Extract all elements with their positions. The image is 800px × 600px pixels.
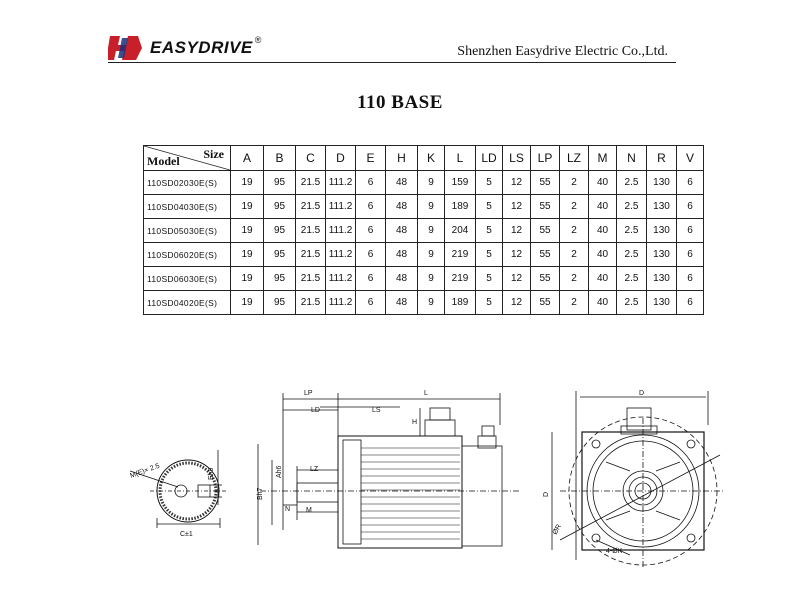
- value-cell: 12: [503, 171, 531, 195]
- dim-shaft-c: C±1: [180, 531, 193, 538]
- value-cell: 12: [503, 267, 531, 291]
- motor-front-view: [552, 391, 725, 568]
- value-cell: 55: [531, 291, 560, 315]
- value-cell: 95: [264, 195, 296, 219]
- value-cell: 6: [356, 243, 386, 267]
- cooling-fins: [361, 448, 460, 539]
- value-cell: 19: [231, 267, 264, 291]
- value-cell: 21.5: [296, 267, 326, 291]
- value-cell: 9: [418, 267, 445, 291]
- value-cell: 40: [589, 171, 617, 195]
- model-cell: 110SD04030E(S): [144, 195, 231, 219]
- value-cell: 9: [418, 243, 445, 267]
- value-cell: 48: [386, 291, 418, 315]
- value-cell: 6: [677, 195, 704, 219]
- value-cell: 5: [476, 195, 503, 219]
- value-cell: 6: [356, 219, 386, 243]
- value-cell: 5: [476, 291, 503, 315]
- column-header-r: R: [647, 146, 677, 171]
- value-cell: 12: [503, 291, 531, 315]
- value-cell: 19: [231, 219, 264, 243]
- value-cell: 21.5: [296, 291, 326, 315]
- column-header-lp: LP: [531, 146, 560, 171]
- value-cell: 95: [264, 219, 296, 243]
- value-cell: 111.2: [326, 219, 356, 243]
- value-cell: 9: [418, 171, 445, 195]
- value-cell: 111.2: [326, 267, 356, 291]
- value-cell: 40: [589, 243, 617, 267]
- value-cell: 5: [476, 219, 503, 243]
- value-cell: 19: [231, 243, 264, 267]
- value-cell: 5: [476, 171, 503, 195]
- value-cell: 130: [647, 243, 677, 267]
- value-cell: 48: [386, 267, 418, 291]
- value-cell: 9: [418, 291, 445, 315]
- model-cell: 110SD06020E(S): [144, 243, 231, 267]
- model-cell: 110SD02030E(S): [144, 171, 231, 195]
- value-cell: 19: [231, 291, 264, 315]
- value-cell: 19: [231, 195, 264, 219]
- value-cell: 95: [264, 267, 296, 291]
- column-header-l: L: [445, 146, 476, 171]
- value-cell: 55: [531, 195, 560, 219]
- value-cell: 48: [386, 195, 418, 219]
- value-cell: 12: [503, 219, 531, 243]
- value-cell: 2.5: [617, 219, 647, 243]
- corner-model-label: Model: [147, 154, 180, 168]
- column-header-b: B: [264, 146, 296, 171]
- dim-m: M: [306, 507, 312, 514]
- value-cell: 19: [231, 171, 264, 195]
- value-cell: 6: [677, 291, 704, 315]
- column-header-ls: LS: [503, 146, 531, 171]
- value-cell: 2.5: [617, 267, 647, 291]
- value-cell: 95: [264, 243, 296, 267]
- value-cell: 55: [531, 267, 560, 291]
- value-cell: 159: [445, 171, 476, 195]
- column-header-k: K: [418, 146, 445, 171]
- dim-r: ØR: [551, 523, 563, 536]
- value-cell: 2: [560, 195, 589, 219]
- value-cell: 21.5: [296, 195, 326, 219]
- value-cell: 6: [356, 195, 386, 219]
- dim-ld: LD: [311, 407, 320, 414]
- model-cell: 110SD05030E(S): [144, 219, 231, 243]
- shaft-section-view: [130, 450, 226, 528]
- value-cell: 5: [476, 267, 503, 291]
- value-cell: 6: [677, 171, 704, 195]
- dim-n: N: [285, 506, 291, 513]
- dim-shaft-m: M(E)× 2.5: [129, 462, 161, 480]
- dim-d: D: [639, 390, 645, 397]
- value-cell: 189: [445, 195, 476, 219]
- value-cell: 6: [677, 219, 704, 243]
- value-cell: 2: [560, 219, 589, 243]
- dim-shaft-e: Eh9: [208, 467, 215, 480]
- column-header-h: H: [386, 146, 418, 171]
- value-cell: 130: [647, 171, 677, 195]
- dim-bh7: Bh7: [257, 487, 264, 500]
- value-cell: 6: [356, 291, 386, 315]
- value-cell: 2.5: [617, 291, 647, 315]
- motor-side-view: [258, 393, 520, 548]
- value-cell: 111.2: [326, 291, 356, 315]
- value-cell: 6: [677, 267, 704, 291]
- value-cell: 95: [264, 171, 296, 195]
- value-cell: 2: [560, 291, 589, 315]
- value-cell: 2: [560, 267, 589, 291]
- column-header-ld: LD: [476, 146, 503, 171]
- value-cell: 95: [264, 291, 296, 315]
- column-header-a: A: [231, 146, 264, 171]
- column-header-e: E: [356, 146, 386, 171]
- column-header-n: N: [617, 146, 647, 171]
- value-cell: 55: [531, 243, 560, 267]
- dim-d-side: D: [543, 491, 550, 497]
- value-cell: 12: [503, 243, 531, 267]
- dim-ahg: Ah6: [276, 465, 283, 478]
- value-cell: 9: [418, 195, 445, 219]
- value-cell: 40: [589, 219, 617, 243]
- value-cell: 2: [560, 243, 589, 267]
- value-cell: 48: [386, 243, 418, 267]
- dim-k: 4-ØK: [606, 548, 623, 555]
- value-cell: 55: [531, 171, 560, 195]
- value-cell: 2.5: [617, 195, 647, 219]
- value-cell: 40: [589, 291, 617, 315]
- value-cell: 6: [356, 267, 386, 291]
- value-cell: 2.5: [617, 171, 647, 195]
- value-cell: 2: [560, 171, 589, 195]
- model-cell: 110SD04020E(S): [144, 291, 231, 315]
- value-cell: 111.2: [326, 243, 356, 267]
- model-cell: 110SD06030E(S): [144, 267, 231, 291]
- dim-h: H: [412, 419, 418, 426]
- value-cell: 130: [647, 219, 677, 243]
- dim-ls: LS: [372, 407, 381, 414]
- value-cell: 6: [677, 243, 704, 267]
- dim-lz: LZ: [310, 466, 319, 473]
- value-cell: 130: [647, 291, 677, 315]
- column-header-lz: LZ: [560, 146, 589, 171]
- value-cell: 111.2: [326, 195, 356, 219]
- value-cell: 55: [531, 219, 560, 243]
- value-cell: 9: [418, 219, 445, 243]
- value-cell: 130: [647, 267, 677, 291]
- value-cell: 2.5: [617, 243, 647, 267]
- column-header-m: M: [589, 146, 617, 171]
- value-cell: 189: [445, 291, 476, 315]
- value-cell: 21.5: [296, 219, 326, 243]
- value-cell: 130: [647, 195, 677, 219]
- value-cell: 219: [445, 243, 476, 267]
- value-cell: 21.5: [296, 171, 326, 195]
- brand-name: EASYDRIVE: [150, 38, 253, 57]
- page-title: 110 BASE: [357, 92, 443, 113]
- dim-lp: LP: [304, 390, 313, 397]
- corner-size-label: Size: [203, 147, 224, 161]
- value-cell: 12: [503, 195, 531, 219]
- value-cell: 6: [356, 171, 386, 195]
- value-cell: 48: [386, 171, 418, 195]
- value-cell: 40: [589, 267, 617, 291]
- column-header-d: D: [326, 146, 356, 171]
- value-cell: 204: [445, 219, 476, 243]
- company-name: Shenzhen Easydrive Electric Co.,Ltd.: [457, 44, 668, 59]
- value-cell: 5: [476, 243, 503, 267]
- registered-mark: ®: [254, 35, 262, 45]
- value-cell: 21.5: [296, 243, 326, 267]
- value-cell: 111.2: [326, 171, 356, 195]
- value-cell: 40: [589, 195, 617, 219]
- value-cell: 219: [445, 267, 476, 291]
- value-cell: 48: [386, 219, 418, 243]
- dim-l: L: [424, 390, 428, 397]
- column-header-c: C: [296, 146, 326, 171]
- column-header-v: V: [677, 146, 704, 171]
